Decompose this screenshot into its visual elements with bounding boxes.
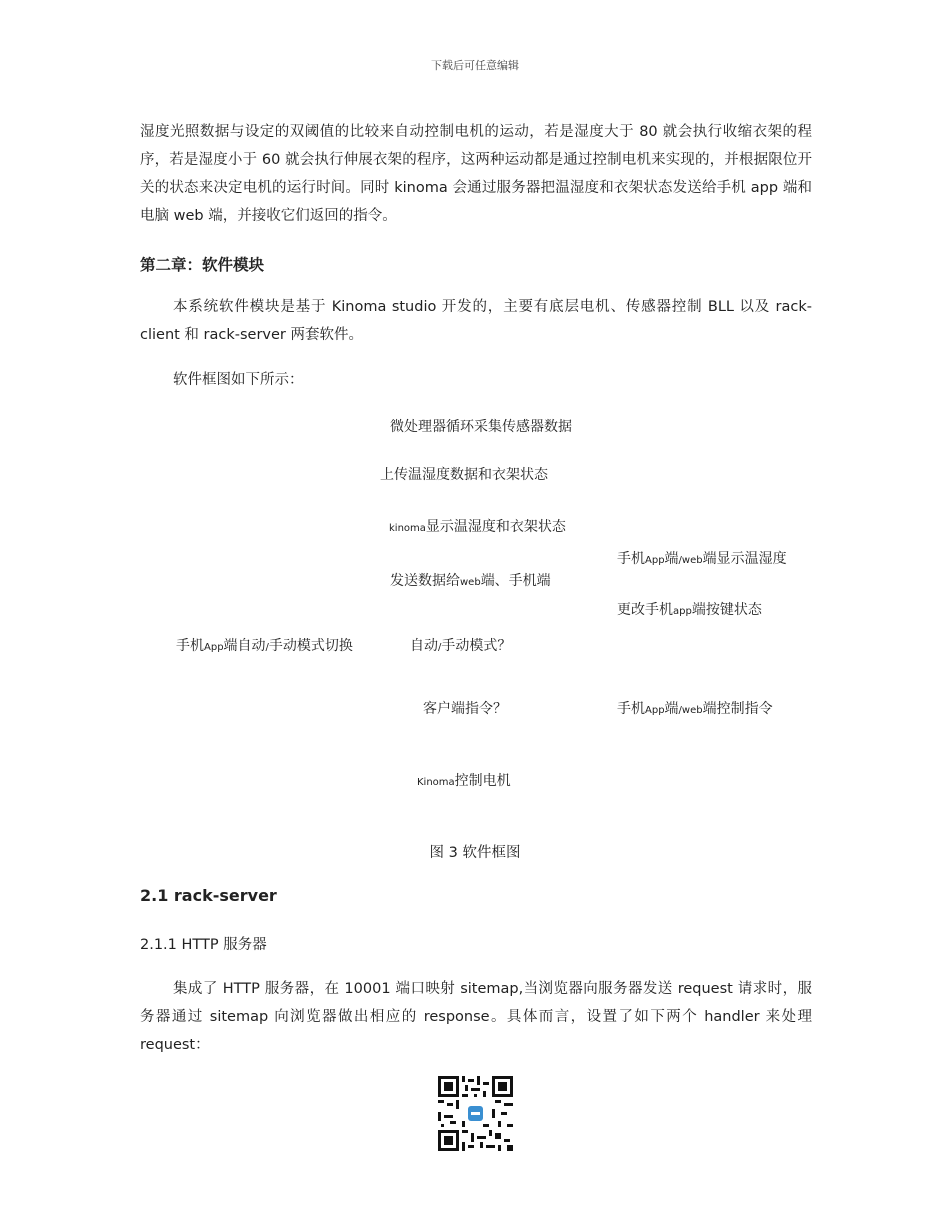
diagram-text-small: App	[645, 705, 665, 716]
diagram-text-small: App	[645, 555, 665, 566]
diagram-text: 控制电机	[454, 773, 511, 789]
diagram-node-send	[390, 570, 551, 590]
diagram-intro: 软件框图如下所示：	[173, 372, 304, 388]
diagram-node-display-text: 显示温湿度和衣架状态	[425, 519, 566, 535]
diagram-node-app-display	[617, 548, 787, 568]
section-paragraph: 集成了 HTTP 服务器，在 10001 端口映射 sitemap,当浏览器向服务器发送 request 请求时，服务器通过 sitemap 向浏览器做出相应的 response。具体而言，设置了如下两个 handler 来处理 request：	[140, 981, 812, 1053]
chapter-paragraph: 本系统软件模块是基于 Kinoma studio 开发的，主要有底层电机、传感器控制 BLL 以及 rack-client 和 rack-server 两套软件。	[140, 299, 812, 343]
diagram-node-motor	[417, 770, 511, 790]
chapter-heading: 第二章：软件模块	[140, 256, 265, 274]
diagram-text-small: /web	[678, 705, 703, 716]
diagram-text: 手机	[176, 638, 204, 654]
diagram-text-small: web	[460, 577, 481, 588]
diagram-node-collect: 微处理器循环采集传感器数据	[390, 419, 572, 435]
intro-paragraph: 湿度光照数据与设定的双阈值的比较来自动控制电机的运动，若是湿度大于 80 就会执行收缩衣架的程序，若是湿度小于 60 就会执行伸展衣架的程序，这两种运动都是通过控制电机来实现的，并根据限位开关的状态来决定电机的运行时间。同时 kinoma 会通过服务器把温湿度和衣架状态发送给手机 app 端和电脑 web 端，并接收它们返回的指令。	[140, 124, 812, 224]
diagram-text: 手机	[617, 701, 645, 717]
diagram-text-small: /web	[678, 555, 703, 566]
qr-code-image	[438, 1076, 513, 1151]
diagram-text: 自动	[410, 638, 438, 654]
header-note: 下载后可任意编辑	[431, 59, 519, 72]
subsection-heading: 2.1.1 HTTP 服务器	[140, 937, 267, 953]
diagram-text: 端显示温湿度	[702, 551, 787, 567]
diagram-text: 手动模式？	[441, 638, 512, 654]
diagram-text: 端按键状态	[691, 602, 762, 618]
diagram-text: 手机	[617, 551, 645, 567]
diagram-text: 发送数据给	[390, 573, 460, 589]
diagram-node-client-command: 客户端指令？	[423, 701, 507, 717]
diagram-node-app-button-state	[617, 599, 762, 619]
diagram-text: 端	[664, 551, 679, 567]
diagram-text-small: App	[204, 642, 224, 653]
diagram-text-small: /	[438, 642, 442, 653]
diagram-text: 端控制指令	[702, 701, 773, 717]
diagram-text: 端	[664, 701, 679, 717]
diagram-node-mode-decision	[410, 635, 511, 655]
diagram-node-display-prefix: kinoma	[389, 523, 426, 534]
diagram-node-upload: 上传温湿度数据和衣架状态	[380, 467, 548, 483]
diagram-node-mode-switch	[176, 635, 353, 655]
diagram-node-display	[389, 516, 566, 536]
diagram-node-app-control	[617, 698, 773, 718]
diagram-text-small: Kinoma	[417, 777, 455, 788]
diagram-text-small: /	[265, 642, 269, 653]
diagram-text: 端、手机端	[480, 573, 551, 589]
section-heading: 2.1 rack-server	[140, 886, 277, 905]
diagram-text: 端自动	[223, 638, 266, 654]
diagram-text-small: app	[673, 606, 692, 617]
figure-caption: 图 3 软件框图	[429, 845, 521, 861]
diagram-text: 手动模式切换	[268, 638, 353, 654]
diagram-text: 更改手机	[617, 602, 673, 618]
